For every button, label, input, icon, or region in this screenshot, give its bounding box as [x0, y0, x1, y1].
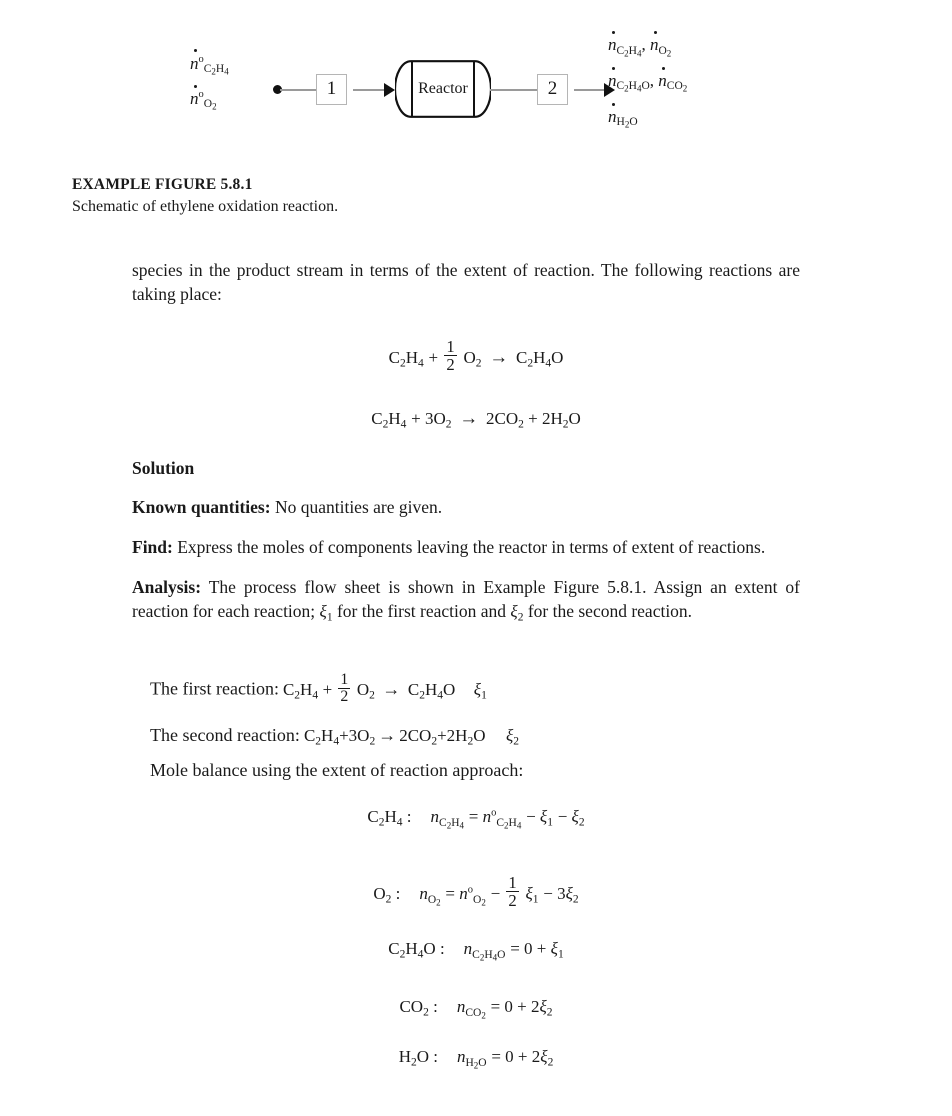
- find-paragraph: [132, 535, 800, 559]
- figure-caption: [72, 176, 772, 216]
- mole-balance-species-c2h4: $C_2H_4$ :: [367, 807, 412, 829]
- known-quantities-label: Known quantities:: [132, 497, 271, 517]
- fraction-one-half: $\frac{1}{2}$: [508, 873, 517, 911]
- mole-balance-co2: [0, 996, 952, 1020]
- body-column: [132, 258, 800, 322]
- mole-balance-equation-co2: $n_{CO_2} = 0 + 2\xi_2$: [456, 997, 553, 1021]
- mole-balance-species-o2: $O_2$ :: [373, 884, 401, 906]
- solution-section: [132, 458, 800, 643]
- solution-heading: Solution: [132, 458, 195, 478]
- outlet-label-row-3: $n_{H_2O}$: [608, 106, 638, 130]
- mole-balance-species-co2: $CO_2$ :: [399, 997, 438, 1019]
- second-reaction-equation: $C_2H_4+3O_2 \to 2CO_2+2H_2O$: [303, 725, 486, 748]
- outlet-stream-labels: [608, 36, 768, 143]
- inlet-label-ethylene: $n^o_{C_2H_4}$: [190, 53, 229, 77]
- display-reaction-2: [0, 408, 952, 431]
- outlet-label-row-1: $n_{C_2H_4}$, $n_{O_2}$: [608, 35, 672, 59]
- flow-line-inlet-a: [280, 89, 316, 91]
- reactor-label: Reactor: [418, 80, 468, 97]
- first-reaction-equation: $C_2H_4$ + $\frac{1}{2}$ $O_2 \to C_2H_4O$: [282, 671, 456, 706]
- mole-balance-equation-h2o: $n_{H_2O} = 0 + 2\xi_2$: [456, 1047, 554, 1071]
- analysis-paragraph: [132, 575, 800, 627]
- mole-balance-species-h2o: $H_2O$ :: [398, 1047, 438, 1069]
- fraction-one-half: $\frac{1}{2}$: [340, 671, 349, 706]
- display-reaction-1-content: $C_2H_4$ + $\frac{1}{2}$ $O_2 \to C_2H_4O$: [388, 337, 564, 375]
- mole-balance-c2h4o: [0, 938, 952, 962]
- figure-caption-text: Schematic of ethylene oxidation reaction.: [72, 198, 339, 215]
- find-label: Find:: [132, 537, 173, 558]
- known-quantities-paragraph: [132, 495, 800, 519]
- analysis-text: The process flow sheet is shown in Example Figure 5.8.1. Assign an extent of reaction for each reaction; $\xi_1$ for the first reaction and $\xi_2$ for the second reaction.: [132, 577, 800, 625]
- mole-balance-c2h4: [0, 806, 952, 830]
- process-flow-diagram: [190, 28, 750, 148]
- reactor-vessel: [395, 60, 491, 118]
- flow-line-outlet-a: [490, 89, 537, 91]
- mole-balance-equation-o2: $n_{O_2} = n^o_{O_2}$ − $\frac{1}{2}$ $\xi_1 - 3\xi_2$: [419, 873, 579, 911]
- second-reaction-label: The second reaction:: [150, 725, 300, 745]
- arrowhead-inlet-icon: [384, 83, 395, 97]
- first-reaction-extent: $\xi_1$: [473, 679, 487, 702]
- second-reaction-line: [150, 725, 519, 748]
- example-figure: [0, 0, 952, 160]
- inlet-stream-labels: [190, 54, 270, 125]
- find-text: Express the moles of components leaving the reactor in terms of extent of reactions.: [177, 537, 766, 558]
- stream-number-box-2: 2: [537, 74, 568, 105]
- outlet-label-row-2: $n_{C_2H_4O}$, $n_{CO_2}$: [608, 70, 688, 95]
- display-reaction-2-content: $C_2H_4 + 3O_2 \to 2CO_2 + 2H_2O$: [371, 408, 581, 431]
- mole-balance-intro: Mole balance using the extent of reaction approach:: [150, 760, 524, 780]
- mole-balance-equation-c2h4: $n_{C_2H_4} = n^o_{C_2H_4} - \xi_1 - \xi_2$: [430, 807, 585, 831]
- analysis-label: Analysis:: [132, 577, 202, 598]
- first-reaction-line: [150, 672, 487, 705]
- mole-balance-h2o: [0, 1046, 952, 1070]
- mole-balance-o2: [0, 874, 952, 909]
- flow-line-inlet-b: [353, 89, 385, 91]
- display-reaction-1: [0, 338, 952, 373]
- first-reaction-label: The first reaction:: [150, 678, 279, 699]
- fraction-one-half: $\frac{1}{2}$: [446, 337, 455, 375]
- intro-paragraph: species in the product stream in terms of the extent of reaction. The following reactions are taking place:: [132, 260, 800, 305]
- inlet-label-oxygen: $n^o_{O_2}$: [190, 88, 217, 113]
- stream-number-box-1: 1: [316, 74, 347, 105]
- known-quantities-text: No quantities are given.: [274, 497, 443, 517]
- mole-balance-species-c2h4o: $C_2H_4O$ :: [388, 939, 445, 961]
- figure-caption-title: EXAMPLE FIGURE 5.8.1: [72, 176, 253, 193]
- second-reaction-extent: $\xi_2$: [505, 726, 519, 748]
- mole-balance-equation-c2h4o: $n_{C_2H_4O} = 0 + \xi_1$: [463, 939, 564, 963]
